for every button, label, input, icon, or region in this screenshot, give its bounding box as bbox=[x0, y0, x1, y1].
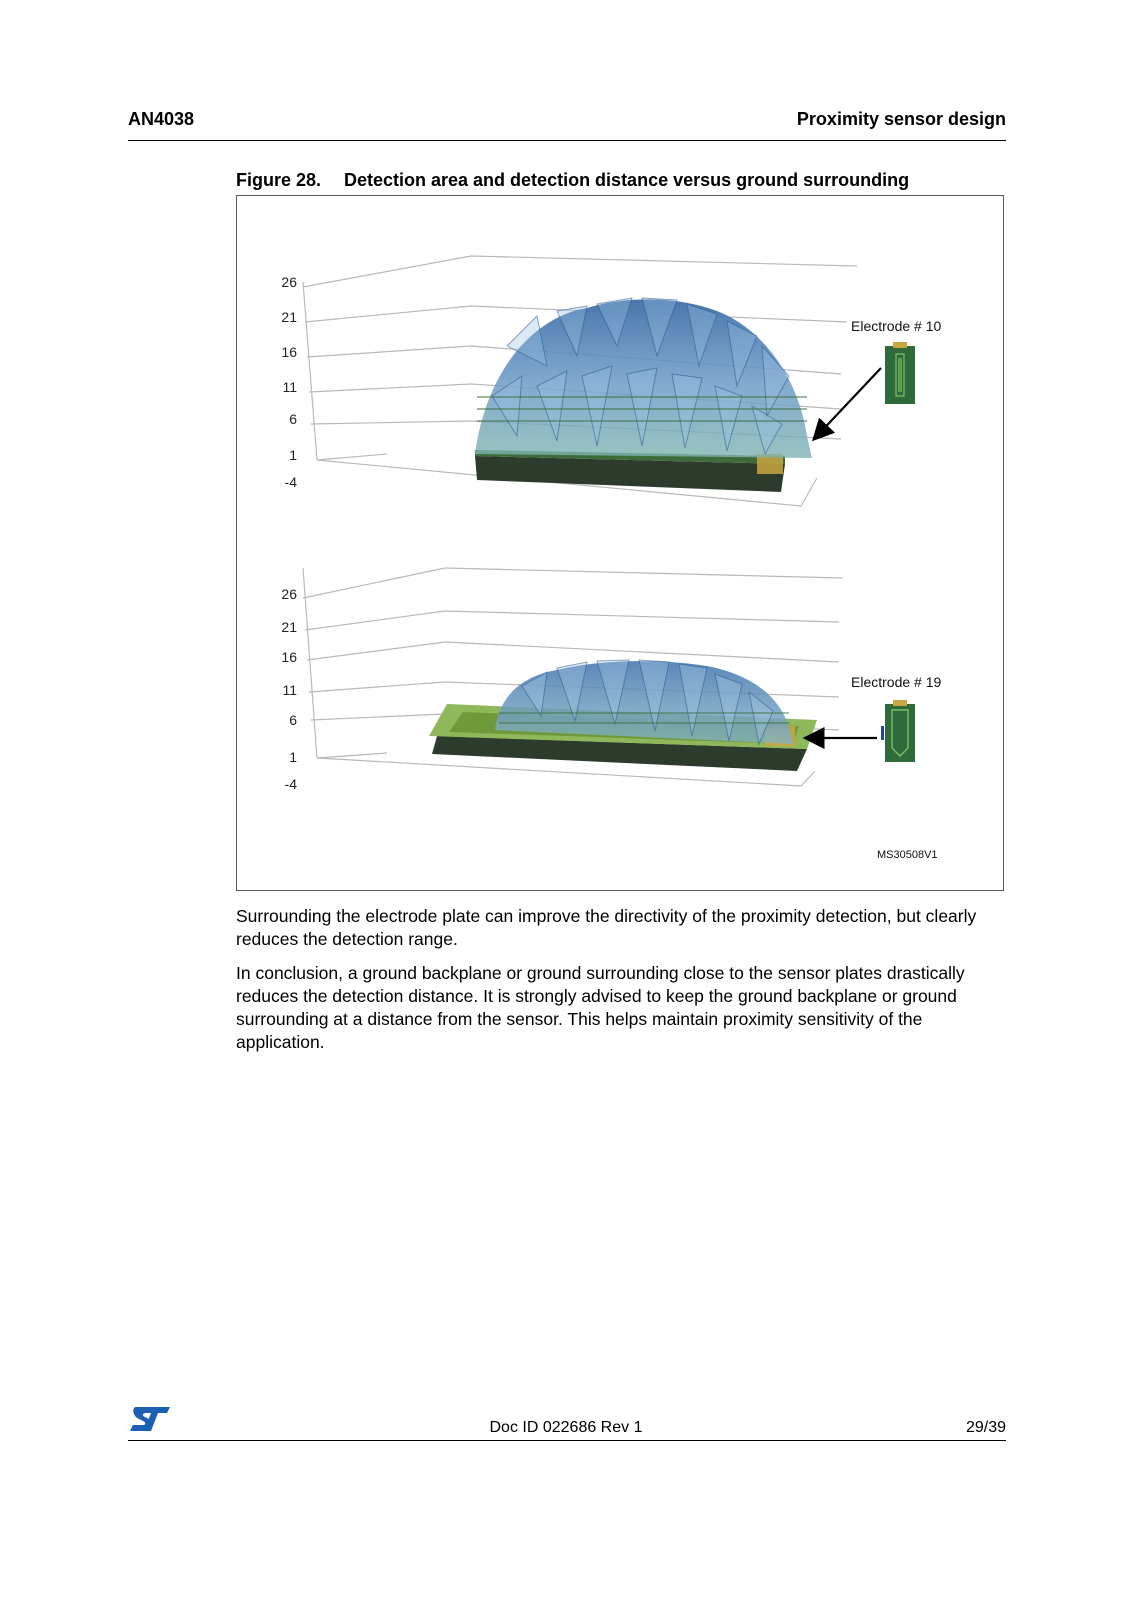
top-y-tick: 21 bbox=[281, 309, 297, 325]
top-detection-dome bbox=[475, 298, 812, 458]
top-y-tick: 11 bbox=[282, 379, 297, 395]
top-y-tick: -4 bbox=[284, 474, 297, 490]
bottom-y-tick: 21 bbox=[281, 619, 297, 635]
figure-graphic bbox=[237, 196, 1003, 890]
footer-rule bbox=[128, 1440, 1006, 1441]
bottom-detection-dome bbox=[495, 660, 793, 744]
footer-doc-id: Doc ID 022686 Rev 1 bbox=[489, 1419, 643, 1436]
doc-code: AN4038 bbox=[128, 109, 195, 129]
arrow-electrode-10 bbox=[815, 368, 881, 438]
bottom-y-tick: 16 bbox=[281, 649, 297, 665]
header-rule bbox=[128, 140, 1006, 141]
figure-id: MS30508V1 bbox=[877, 849, 938, 861]
bottom-y-tick: 26 bbox=[281, 586, 297, 602]
figure-number: Figure 28. bbox=[236, 170, 322, 190]
paragraph-1: Surrounding the electrode plate can improve the directivity of the proximity detection, but clearly reduces the detection range. bbox=[236, 906, 977, 949]
paragraph-2: In conclusion, a ground backplane or ground surrounding close to the sensor plates drastically reduces the detection distance. It is strongly advised to keep the ground backplane or ground surrounding at a distance from the sensor. This helps maintain proximity sensitivity of the application. bbox=[236, 963, 965, 1052]
section-title: Proximity sensor design bbox=[796, 109, 1006, 129]
page-number: 29/39 bbox=[965, 1419, 1006, 1436]
top-y-tick: 6 bbox=[289, 411, 297, 427]
electrode-19-icon bbox=[881, 700, 915, 762]
bottom-y-tick: 11 bbox=[282, 682, 297, 698]
figure-title: Detection area and detection distance versus ground surrounding bbox=[344, 170, 910, 190]
bottom-y-tick: 6 bbox=[289, 712, 297, 728]
top-y-tick: 26 bbox=[281, 274, 297, 290]
bottom-y-tick: 1 bbox=[289, 749, 297, 765]
figure-frame bbox=[236, 195, 1004, 891]
bottom-y-tick: -4 bbox=[284, 776, 297, 792]
electrode-10-label: Electrode # 10 bbox=[851, 318, 942, 334]
figure-caption bbox=[236, 170, 909, 191]
electrode-19-label: Electrode # 19 bbox=[851, 674, 942, 690]
top-y-tick: 16 bbox=[281, 344, 297, 360]
top-y-tick: 1 bbox=[289, 447, 297, 463]
electrode-10-icon bbox=[885, 342, 915, 404]
